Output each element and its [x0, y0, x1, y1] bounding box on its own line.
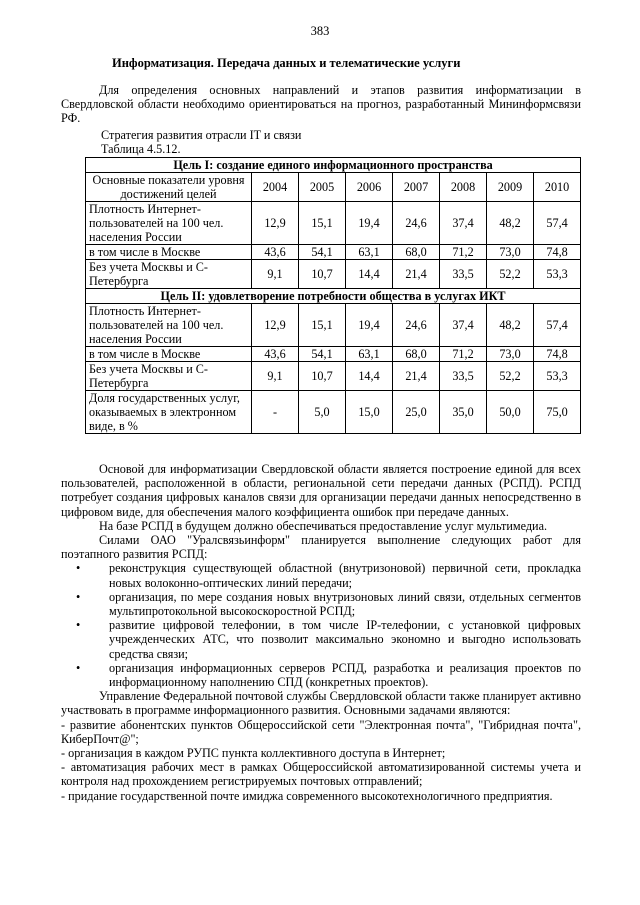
table-cell: 53,3 — [534, 362, 581, 391]
row-label: Без учета Москвы и С-Петербурга — [86, 260, 252, 289]
table-goal-row — [86, 289, 581, 304]
table-caption: Таблица 4.5.12. — [101, 142, 181, 156]
table-cell: 15,1 — [299, 304, 346, 347]
table-goal-row — [86, 158, 581, 173]
section-heading: Информатизация. Передача данных и телематические услуги — [112, 56, 461, 70]
table-header-row — [86, 173, 581, 202]
table-cell: 15,0 — [346, 391, 393, 434]
row-label: Доля государственных услуг, оказываемых в электронном виде, в % — [86, 391, 252, 434]
row-label: Плотность Интернет-пользователей на 100 чел. населения России — [86, 304, 252, 347]
table-cell: 74,8 — [534, 245, 581, 260]
row-label: Плотность Интернет-пользователей на 100 чел. населения России — [86, 202, 252, 245]
table-row — [86, 347, 581, 362]
table-row — [86, 202, 581, 245]
table-cell: 63,1 — [346, 347, 393, 362]
table-cell: 37,4 — [440, 202, 487, 245]
table-cell: 24,6 — [393, 202, 440, 245]
goal-title: Цель II: удовлетворение потребности общества в услугах ИКТ — [86, 289, 581, 304]
table-cell: 12,9 — [252, 304, 299, 347]
dash-item: - организация в каждом РУПС пункта коллективного доступа в Интернет; — [61, 746, 446, 761]
table-cell: 68,0 — [393, 245, 440, 260]
table-cell: 63,1 — [346, 245, 393, 260]
row-label: в том числе в Москве — [86, 347, 252, 362]
table-row — [86, 260, 581, 289]
table-cell: 35,0 — [440, 391, 487, 434]
table-cell: 52,2 — [487, 362, 534, 391]
list-item: • организация информационных серверов РСПД, разработка и реализация проектов по информационному наполнению СПД (конкретных проектов). — [76, 660, 581, 690]
table-cell: - — [252, 391, 299, 434]
table-cell: 10,7 — [299, 260, 346, 289]
table-cell: 71,2 — [440, 347, 487, 362]
table-cell: 48,2 — [487, 304, 534, 347]
year-header: 2004 — [252, 173, 299, 202]
table-cell: 19,4 — [346, 202, 393, 245]
dash-item: - придание государственной почте имиджа современного высокотехнологичного предприятия. — [61, 788, 553, 803]
table-cell: 50,0 — [487, 391, 534, 434]
strategy-title: Стратегия развития отрасли IT и связи — [101, 128, 302, 142]
goal-title: Цель I: создание единого информационного пространства — [86, 158, 581, 173]
year-header: 2007 — [393, 173, 440, 202]
year-header: 2006 — [346, 173, 393, 202]
table-cell: 54,1 — [299, 347, 346, 362]
table-cell: 43,6 — [252, 347, 299, 362]
table-row — [86, 391, 581, 434]
bullet-icon: • — [76, 589, 81, 604]
page-number: 383 — [310, 24, 330, 38]
table-cell: 21,4 — [393, 362, 440, 391]
list-item: • реконструкция существующей областной (внутризоновой) первичной сети, прокладка новых волоконно-оптических линий передачи; — [76, 561, 581, 590]
table-cell: 14,4 — [346, 260, 393, 289]
table-cell: 12,9 — [252, 202, 299, 245]
paragraph-rspd: Основой для информатизации Свердловской области является построение единой для всех пользователей, расположенной в области, региональной сети передачи данных (РСПД). РСПД потребует создания цифровых каналов связи для организации передачи данных непосредственно в цифровом виде, для обеспечения малого коэффициента ошибок при передаче данных. — [61, 462, 581, 519]
dash-item: - автоматизация рабочих мест в рамках Общероссийской автоматизированной системы учета и контроля над прохождением регистрируемых почтовых отправлений; — [61, 760, 581, 789]
bullet-list — [61, 561, 581, 689]
table-cell: 73,0 — [487, 245, 534, 260]
row-label: в том числе в Москве — [86, 245, 252, 260]
table-row — [86, 245, 581, 260]
year-header: 2005 — [299, 173, 346, 202]
table-cell: 14,4 — [346, 362, 393, 391]
table-cell: 54,1 — [299, 245, 346, 260]
table-cell: 9,1 — [252, 362, 299, 391]
bullet-icon: • — [76, 660, 81, 675]
paragraph-multimedia: На базе РСПД в будущем должно обеспечиваться предоставление услуг мультимедиа. — [99, 518, 548, 533]
paragraph-postal: Управление Федеральной почтовой службы Свердловской области также планирует активно участвовать в программе информационного развития. Основными задачами являются: — [61, 689, 581, 718]
table-cell: 10,7 — [299, 362, 346, 391]
table-cell: 68,0 — [393, 347, 440, 362]
table-cell: 25,0 — [393, 391, 440, 434]
table-cell: 73,0 — [487, 347, 534, 362]
table-cell: 21,4 — [393, 260, 440, 289]
header-label: Основные показатели уровня достижений целей — [86, 173, 252, 202]
table-cell: 33,5 — [440, 260, 487, 289]
strategy-table — [85, 157, 581, 434]
table-cell: 53,3 — [534, 260, 581, 289]
table-cell: 19,4 — [346, 304, 393, 347]
year-header: 2010 — [534, 173, 581, 202]
dash-item: - развитие абонентских пунктов Общероссийской сети "Электронная почта", "Гибридная почта", КиберПочт@"; — [61, 717, 581, 746]
table-cell: 33,5 — [440, 362, 487, 391]
table-row — [86, 362, 581, 391]
table-cell: 71,2 — [440, 245, 487, 260]
table-cell: 57,4 — [534, 304, 581, 347]
table-cell: 37,4 — [440, 304, 487, 347]
table-cell: 75,0 — [534, 391, 581, 434]
table-cell: 5,0 — [299, 391, 346, 434]
list-item: • организация, по мере создания новых внутризоновых линий связи, отдельных сегментов мультипротокольной высокоскоростной РСПД; — [76, 589, 581, 619]
year-header: 2009 — [487, 173, 534, 202]
row-label: Без учета Москвы и С-Петербурга — [86, 362, 252, 391]
bullet-icon: • — [76, 561, 81, 576]
bullet-icon: • — [76, 618, 81, 633]
intro-paragraph: Для определения основных направлений и этапов развития информатизации в Свердловской области необходимо ориентироваться на прогноз, разработанный Мининформсвязи РФ. — [61, 83, 581, 126]
table-cell: 52,2 — [487, 260, 534, 289]
table-cell: 9,1 — [252, 260, 299, 289]
paragraph-works: Силами ОАО "Уралсвязьинформ" планируется выполнение следующих работ для поэтапного развития РСПД: — [61, 533, 581, 562]
table-row — [86, 304, 581, 347]
table-cell: 57,4 — [534, 202, 581, 245]
table-cell: 74,8 — [534, 347, 581, 362]
table-cell: 24,6 — [393, 304, 440, 347]
year-header: 2008 — [440, 173, 487, 202]
table-cell: 48,2 — [487, 202, 534, 245]
table-cell: 15,1 — [299, 202, 346, 245]
table-cell: 43,6 — [252, 245, 299, 260]
list-item: • развитие цифровой телефонии, в том числе IP-телефонии, с установкой цифровых учрежденческих АТС, что позволит максимально экономно и выгодно использовать средства связи; — [76, 618, 581, 661]
body-text — [61, 462, 581, 803]
